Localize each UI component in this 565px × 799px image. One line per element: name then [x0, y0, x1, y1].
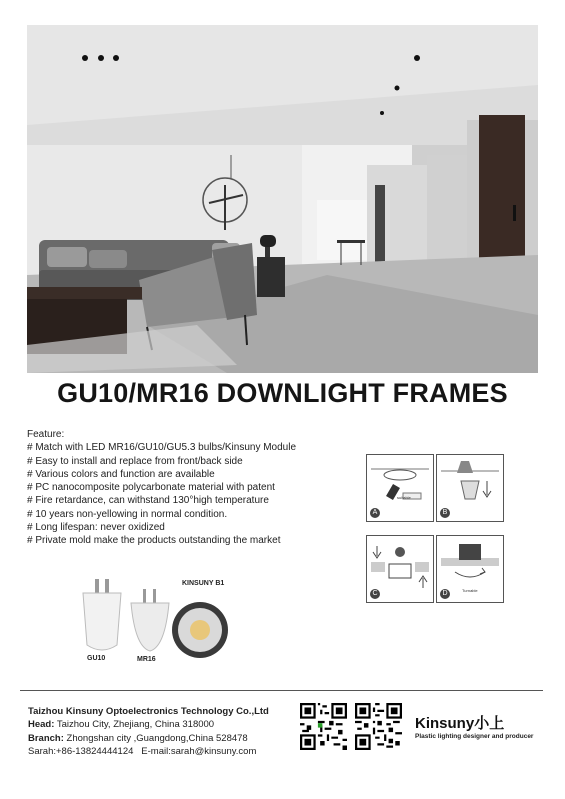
feature-item: # PC nanocomposite polycarbonate material with patent	[27, 482, 275, 494]
bulb-products-illustration	[65, 575, 245, 665]
qr-code-wechat	[300, 703, 347, 750]
brand-name: Kinsuny	[415, 715, 475, 732]
interior-photo	[27, 25, 538, 373]
contact-line: Sarah:+86-13824444124 E-mail:sarah@kinsuny.com	[28, 746, 257, 758]
feature-item: # Match with LED MR16/GU10/GU5.3 bulbs/Kinsuny Module	[27, 442, 297, 454]
diagram-d-note: Turnable	[462, 588, 478, 593]
diagram-c-badge: C	[370, 589, 380, 599]
branch-label: Branch:	[28, 732, 64, 744]
install-diagram-b	[436, 454, 504, 522]
brand-logo	[415, 712, 504, 733]
feature-list	[27, 428, 296, 548]
contact-info	[28, 705, 269, 759]
feature-heading: Feature:	[27, 429, 65, 440]
footer-divider	[20, 690, 543, 691]
diagram-d-badge: D	[440, 589, 450, 599]
page-title: GU10/MR16 DOWNLIGHT FRAMES	[57, 378, 508, 408]
diagram-a-note: suitable	[397, 495, 411, 500]
install-diagram-a	[366, 454, 434, 522]
install-diagram-d	[436, 535, 504, 603]
branch-address: Zhongshan city ,Guangdong,China 528478	[63, 732, 248, 744]
feature-item: # Long lifespan: never oxidized	[27, 522, 165, 534]
feature-item: # 10 years non-yellowing in normal condition.	[27, 508, 228, 520]
interior-photo-illustration	[27, 25, 538, 373]
product-label-mr16: MR16	[137, 656, 156, 663]
brand-tagline: Plastic lighting designer and producer	[415, 733, 534, 740]
feature-item: # Fire retardance, can withstand 130°high temperature	[27, 495, 269, 507]
feature-item: # Easy to install and replace from front/back side	[27, 455, 243, 467]
company-name: Taizhou Kinsuny Optoelectronics Technology Co.,Ltd	[28, 706, 269, 717]
product-label-gu10: GU10	[87, 655, 106, 662]
head-address: Taizhou City, Zhejiang, China 318000	[54, 719, 215, 731]
head-label: Head:	[28, 719, 55, 731]
qr-code-website	[355, 703, 402, 750]
diagram-b-badge: B	[440, 508, 450, 518]
feature-item: # Private mold make the products outstanding the market	[27, 535, 281, 547]
feature-item: # Various colors and function are available	[27, 468, 215, 480]
brand-name-cn: 小上	[474, 714, 505, 732]
diagram-a-badge: A	[370, 508, 380, 518]
product-label-module: KINSUNY B1	[182, 580, 225, 587]
install-diagram-c	[366, 535, 434, 603]
